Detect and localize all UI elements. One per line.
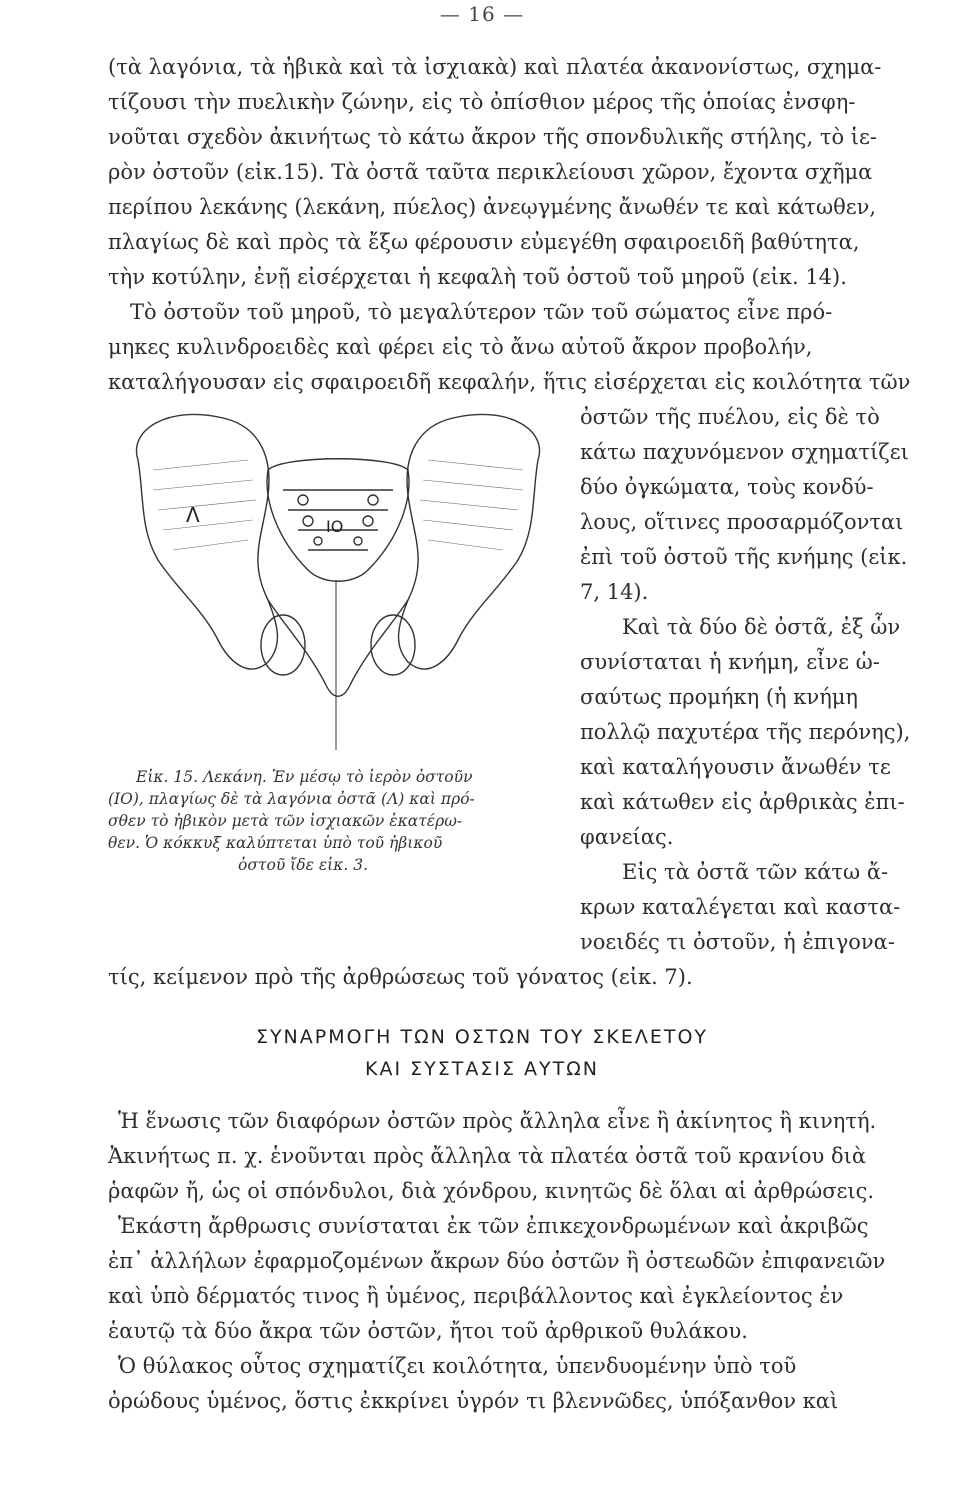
- text-line: πολλῷ παχυτέρα τῆς περόνης),: [580, 720, 911, 744]
- text-line: συνίσταται ἡ κνήμη, εἶνε ὡ-: [580, 650, 880, 674]
- text-line: 7, 14).: [580, 580, 649, 604]
- text-line: Καὶ τὰ δύο δὲ ὀστᾶ, ἐξ ὧν: [622, 615, 901, 639]
- text-line: σαύτως προμήκη (ἡ κνήμη: [580, 685, 859, 709]
- text-line: κρων καταλέγεται καὶ καστα-: [580, 895, 901, 919]
- text-line: πλαγίως δὲ καὶ πρὸς τὰ ἔξω φέρουσιν εὐμεγέθη σφαιροειδῆ βαθύτητα,: [108, 230, 860, 254]
- caption-line: (ΙΟ), πλαγίως δὲ τὰ λαγόνια ὀστᾶ (Λ) καὶ πρό-: [108, 790, 475, 808]
- text-line: φανείας.: [580, 825, 674, 849]
- text-line: νοειδές τι ὀστοῦν, ἡ ἐπιγονα-: [580, 930, 895, 954]
- text-line: Τὸ ὀστοῦν τοῦ μηροῦ, τὸ μεγαλύτερον τῶν τοῦ σώματος εἶνε πρό-: [130, 300, 833, 324]
- text-line: ρὸν ὀστοῦν (εἰκ.15). Τὰ ὀστᾶ ταῦτα περικλείουσι χῶρον, ἔχοντα σχῆμα: [108, 160, 873, 184]
- text-line: καὶ κάτωθεν εἰς ἀρθρικὰς ἐπι-: [580, 790, 905, 814]
- text-line: νοῦται σχεδὸν ἀκινήτως τὸ κάτω ἄκρον τῆς σπονδυλικῆς στήλης, τὸ ἱε-: [108, 125, 877, 149]
- text-line: ῥαφῶν ἤ, ὡς οἱ σπόνδυλοι, διὰ χόνδρου, κινητῶς δὲ ὅλαι αἱ ἀρθρώσεις.: [108, 1179, 875, 1203]
- text-line: περίπου λεκάνης (λεκάνη, πύελος) ἀνεῳγμένης ἄνωθέν τε καὶ κάτωθεν,: [108, 195, 877, 219]
- label-sacrum: ΙΟ: [326, 517, 344, 536]
- text-line: τίζουσι τὴν πυελικὴν ζώνην, εἰς τὸ ὀπίσθιον μέρος τῆς ὁποίας ἐνσφη-: [108, 90, 856, 114]
- caption-line: Εἰκ. 15. Λεκάνη. Ἐν μέσῳ τὸ ἱερὸν ὀστοῦν: [136, 768, 473, 786]
- text-line: ἐπ᾿ ἀλλήλων ἐφαρμοζομένων ἄκρων δύο ὀστῶν ἢ ὀστεωδῶν ἐπιφανειῶν: [108, 1249, 886, 1273]
- text-line: λους, οἵτινες προσαρμόζονται: [580, 510, 904, 534]
- text-line: τὴν κοτύλην, ἐνῇ εἰσέρχεται ἡ κεφαλὴ τοῦ ὀστοῦ τοῦ μηροῦ (εἰκ. 14).: [108, 265, 847, 289]
- text-line: καὶ ὑπὸ δέρματός τινος ἢ ὑμένος, περιβάλλοντος καὶ ἐγκλείοντος ἐν: [108, 1284, 844, 1308]
- text-line: μηκες κυλινδροειδὲς καὶ φέρει εἰς τὸ ἄνω αὐτοῦ ἄκρον προβολήν,: [108, 335, 813, 359]
- text-line: δύο ὀγκώματα, τοὺς κονδύ-: [580, 475, 874, 499]
- text-line: καταλήγουσαν εἰς σφαιροειδῆ κεφαλήν, ἥτις εἰσέρχεται εἰς κοιλότητα τῶν: [108, 370, 911, 394]
- text-line: (τὰ λαγόνια, τὰ ἠβικὰ καὶ τὰ ἰσχιακὰ) καὶ πλατέα ἀκανονίστως, σχημα-: [108, 55, 882, 79]
- figure-caption: [108, 766, 578, 876]
- label-ilium: Λ: [186, 503, 200, 527]
- text-line: ἑαυτῷ τὰ δύο ἄκρα τῶν ὀστῶν, ἤτοι τοῦ ἀρθρικοῦ θυλάκου.: [108, 1319, 748, 1343]
- text-line: Ἑκάστη ἄρθρωσις συνίσταται ἐκ τῶν ἐπικεχονδρωμένων καὶ ἀκριβῶς: [118, 1214, 869, 1238]
- text-line: ἐπὶ τοῦ ὀστοῦ τῆς κνήμης (εἰκ.: [580, 545, 908, 569]
- caption-line: σθεν τὸ ἠβικὸν μετὰ τῶν ἰσχιακῶν ἑκατέρω-: [108, 812, 463, 830]
- caption-line: ὀστοῦ ἴδε εἰκ. 3.: [238, 856, 369, 874]
- text-line: Εἰς τὰ ὀστᾶ τῶν κάτω ἄ-: [622, 860, 889, 884]
- text-line: ὀρώδους ὑμένος, ὅστις ἐκκρίνει ὑγρόν τι βλεννῶδες, ὑπόξανθον καὶ: [108, 1389, 839, 1413]
- section-subheading: ΚΑΙ ΣΥΣΤΑΣΙΣ ΑΥΤΩΝ: [365, 1058, 599, 1080]
- text-line: Ὁ θύλακος οὗτος σχηματίζει κοιλότητα, ὑπενδυομένην ὑπὸ τοῦ: [118, 1354, 797, 1378]
- pelvis-illustration: [108, 400, 568, 750]
- page-number: — 16 —: [439, 2, 525, 26]
- text-line: Ἀκινήτως π. χ. ἑνοῦνται πρὸς ἄλληλα τὰ πλατέα ὀστᾶ τοῦ κρανίου διὰ: [108, 1144, 867, 1168]
- text-line: Ἡ ἕνωσις τῶν διαφόρων ὀστῶν πρὸς ἄλληλα εἶνε ἢ ἀκίνητος ἢ κινητή.: [118, 1109, 877, 1133]
- section-heading: ΣΥΝΑΡΜΟΓΗ ΤΩΝ ΟΣΤΩΝ ΤΟΥ ΣΚΕΛΕΤΟΥ: [255, 1026, 709, 1048]
- text-line: κάτω παχυνόμενον σχηματίζει: [580, 440, 909, 464]
- text-line: τίς, κείμενον πρὸ τῆς ἀρθρώσεως τοῦ γόνατος (εἰκ. 7).: [108, 965, 693, 989]
- text-line: καὶ καταλήγουσιν ἄνωθέν τε: [580, 755, 891, 779]
- text-line: ὀστῶν τῆς πυέλου, εἰς δὲ τὸ: [580, 405, 880, 429]
- caption-line: θεν. Ὁ κόκκυξ καλύπτεται ὑπὸ τοῦ ἠβικοῦ: [108, 834, 443, 852]
- pelvis-figure: [108, 400, 568, 750]
